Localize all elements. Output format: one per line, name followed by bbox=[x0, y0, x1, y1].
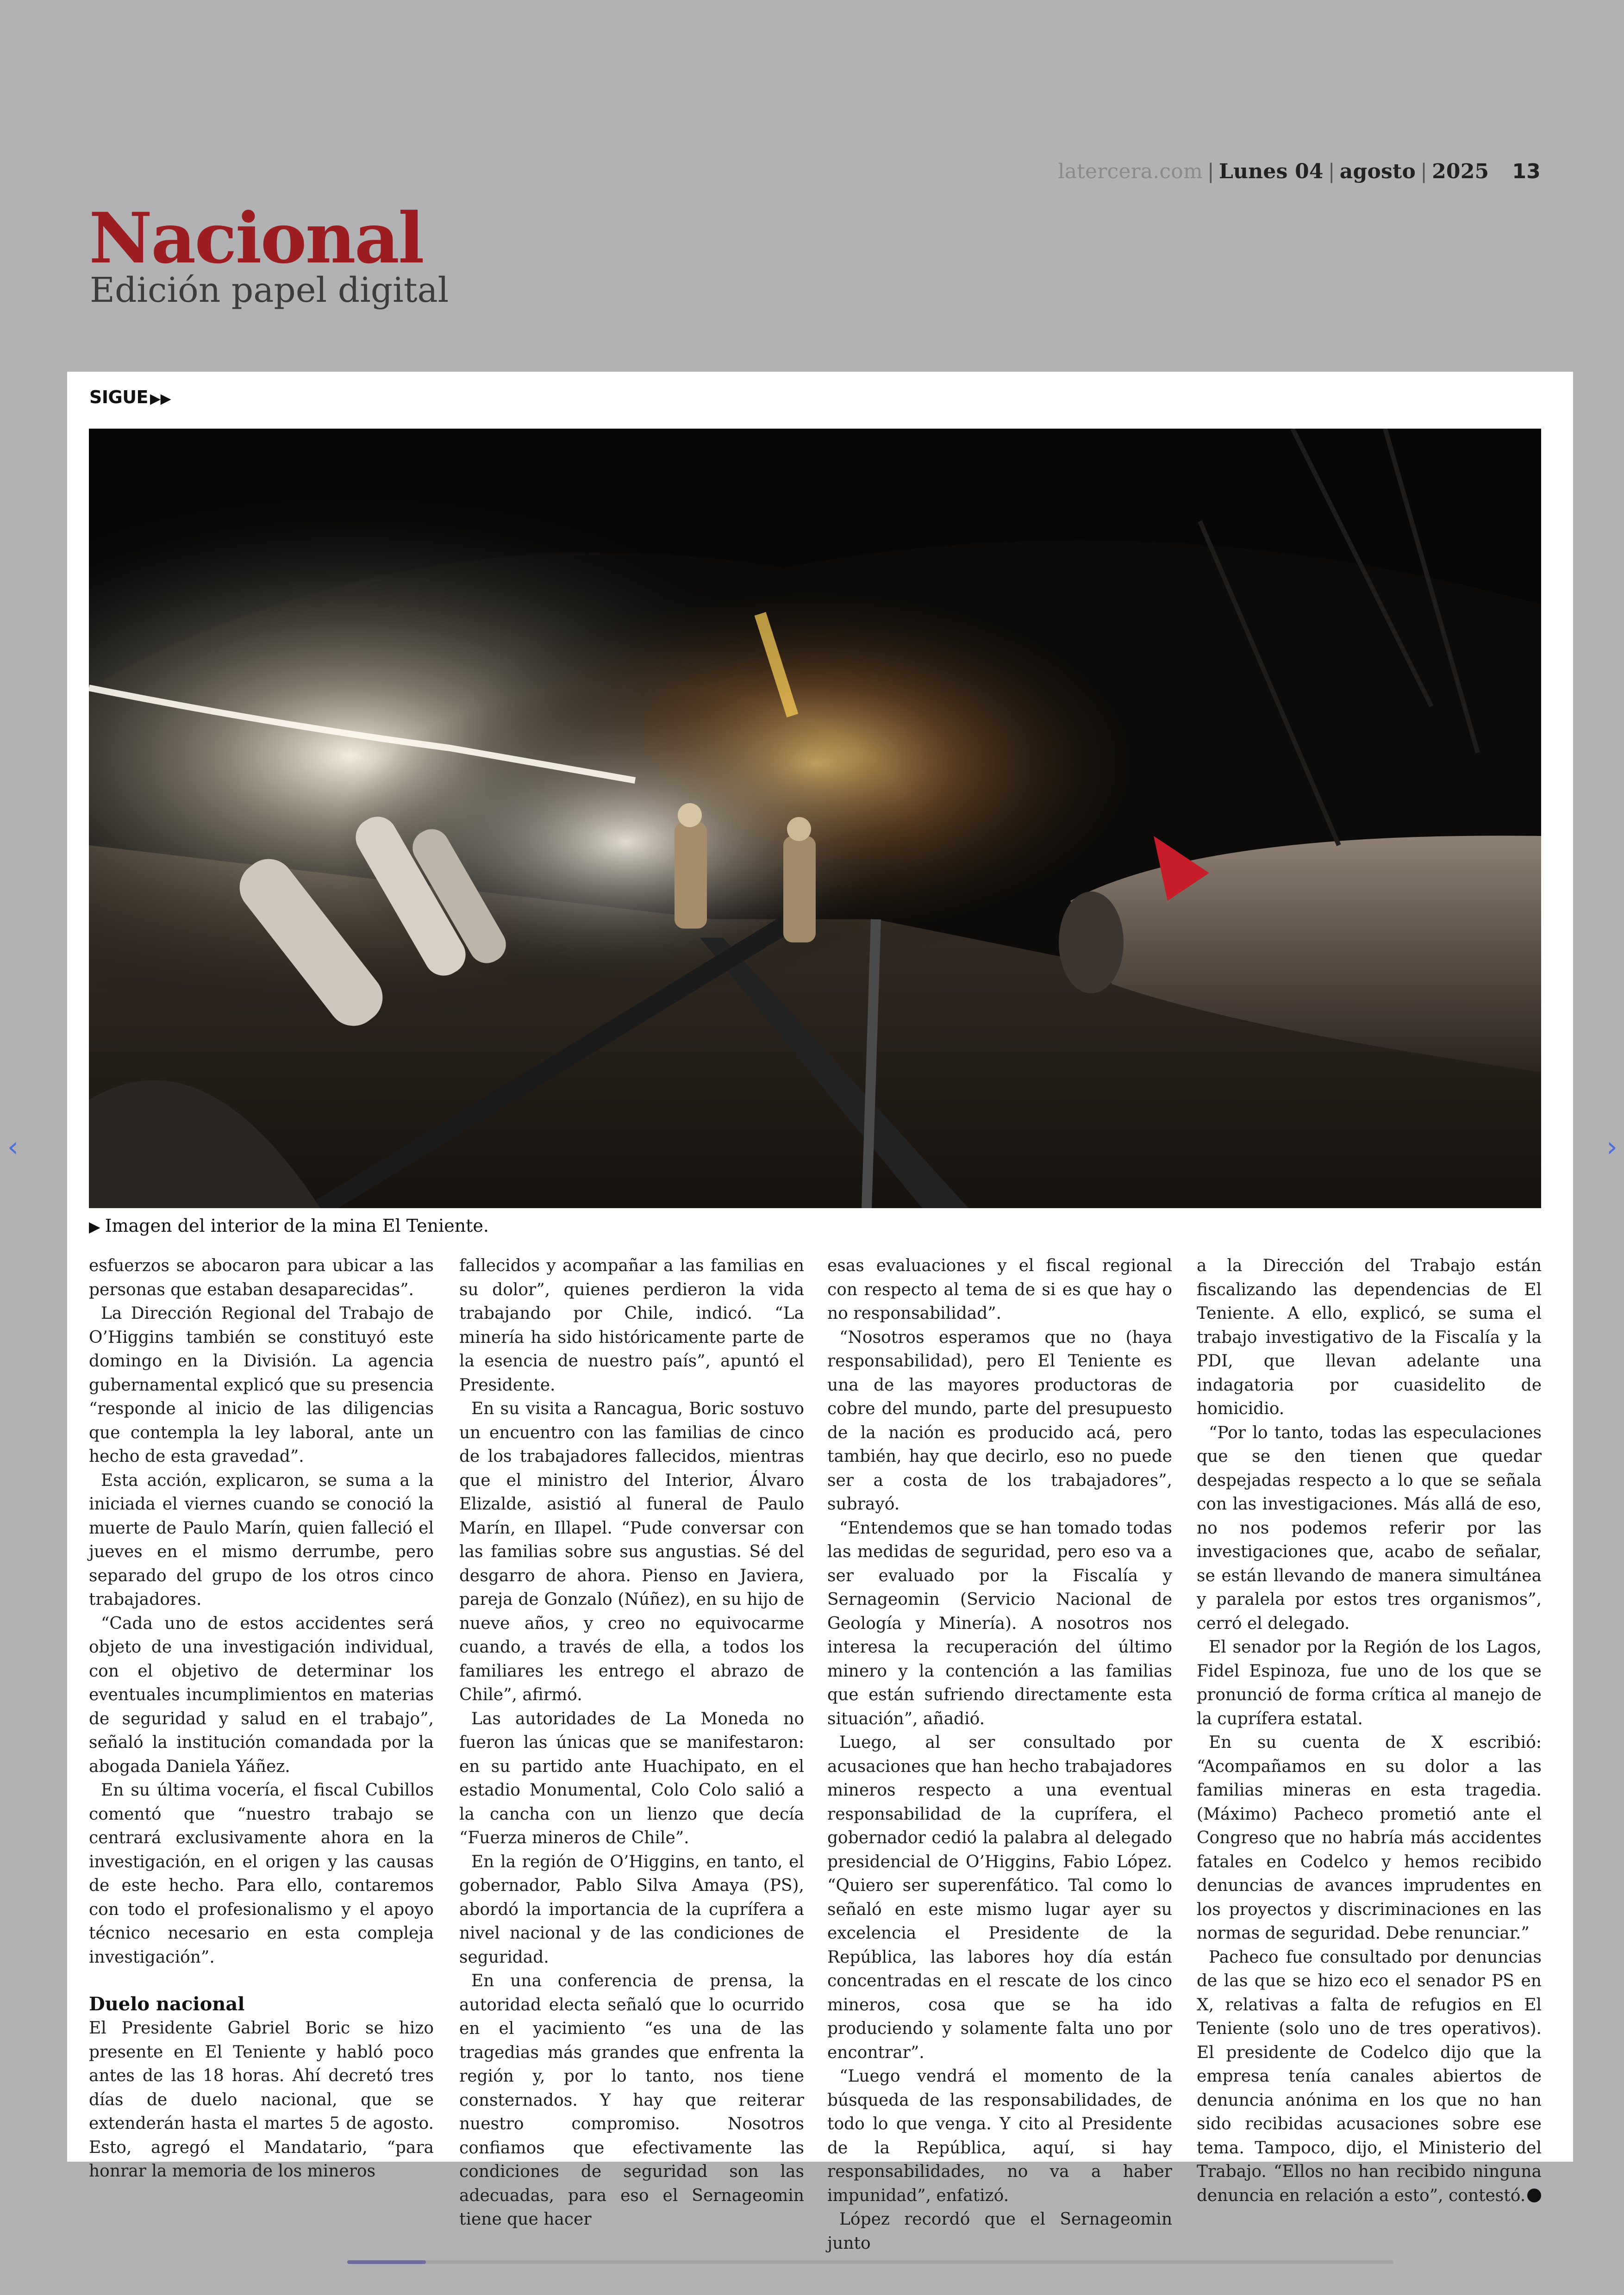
photo-caption bbox=[89, 1216, 489, 1236]
caption-marker-icon: ▶ bbox=[89, 1218, 100, 1235]
paragraph: Las autoridades de La Moneda no fueron las únicas que se manifestaron: en su partido ante Huachipato, en el estadio Monumental, Colo Colo salió a la cancha con un lienzo que decía “Fuerza mineros de Chile”. bbox=[459, 1709, 804, 1847]
paragraph: En una conferencia de prensa, la autoridad electa señaló que lo ocurrido en el yacimiento “es una de las tragedias más grandes que enfrenta la región y, por lo tanto, nos tiene consternados. Y hay que reiterar nuestro compromiso. Nosotros confiamos que efectivamente las condiciones de seguridad son las adecuadas, para eso el Sernageomin tiene que hacer bbox=[459, 1971, 804, 2229]
date-day: Lunes 04 bbox=[1218, 160, 1324, 183]
paragraph: esas evaluaciones y el fiscal regional con respecto al tema de si es que hay o no responsabilidad”. bbox=[827, 1256, 1172, 1323]
reading-progress-bar[interactable] bbox=[347, 2260, 1393, 2264]
paragraph: El Presidente Gabriel Boric se hizo presente en El Teniente y habló poco antes de las 18 horas. Ahí decretó tres días de duelo nacional, que se extenderán hasta el martes 5 de agosto. Esto, agregó el Mandatario, “para honrar la memoria de los mineros bbox=[89, 2019, 434, 2181]
section-title: Nacional bbox=[89, 198, 423, 279]
date-month: agosto bbox=[1339, 160, 1416, 183]
kicker bbox=[89, 387, 171, 407]
article-column-4 bbox=[1197, 1254, 1542, 2208]
article-column-1 bbox=[89, 1254, 434, 2183]
paragraph: En su visita a Rancagua, Boric sostuvo un encuentro con las familias de cinco de los trabajadores fallecidos, mientras que el ministro del Interior, Álvaro Elizalde, asistió al funeral de Paulo Marín, en Illapel. “Pude conversar con las familias sobre sus angustias. Sé del desgarro de ahora. Pienso en Javiera, pareja de Gonzalo (Núñez), en su hijo de nueve años, y creo no equivocarme cuando, a través de ella, a todos los familiares les entrego el abrazo de Chile”, afirmó. bbox=[459, 1399, 804, 1704]
end-of-article-dot-icon bbox=[1527, 2189, 1541, 2202]
article-column-3 bbox=[827, 1254, 1172, 2255]
paragraph: “Por lo tanto, todas las especulaciones que se den tienen que quedar despejadas respecto a lo que se señala con las investigaciones. Más allá de eso, no nos podemos referir por las investigaciones que, acabo de señalar, se están llevando de manera simultánea y paralela por estos tres organismos”, cerró el delegado. bbox=[1197, 1423, 1542, 1633]
paragraph: “Luego vendrá el momento de la búsqueda de las responsabilidades, de todo lo que venga. Y cito al Presidente de la República, aquí, si hay responsabilidades, no va a haber impunidad”, enfatizó. bbox=[827, 2067, 1172, 2205]
paragraph: La Dirección Regional del Trabajo de O’Higgins también se constituyó este domingo en la División. La agencia gubernamental explicó que su presencia “responde al inicio de las diligencias que contempla la ley laboral, ante un hecho de esta gravedad”. bbox=[89, 1304, 434, 1466]
page-number: 13 bbox=[1512, 160, 1541, 183]
paragraph: “Cada uno de estos accidentes será objeto de una investigación individual, con el objetivo de determinar los eventuales incumplimientos en materias de seguridad y salud en el trabajo”, señaló la institución comandada por la abogada Daniela Yáñez. bbox=[89, 1614, 434, 1776]
site-name: latercera.com bbox=[1058, 160, 1203, 183]
paragraph: En su última vocería, el fiscal Cubillos comentó que “nuestro trabajo se centrará exclusivamente ahora en la investigación, en el origen y las causas de este hecho. Para ello, contaremos con todo el profesionalismo y el apoyo técnico necesario en esta compleja investigación”. bbox=[89, 1781, 434, 1967]
date-year: 2025 bbox=[1432, 160, 1489, 183]
newspaper-page bbox=[67, 372, 1573, 2253]
page-header-info: latercera.com | Lunes 04 | agosto | 2025 13 bbox=[1058, 160, 1541, 183]
paragraph: “Nosotros esperamos que no (haya responsabilidad), pero El Teniente es una de las mayores productoras de cobre del mundo, parte del presupuesto de la nación es producido acá, pero también, hay que decirlo, eso no puede ser a costa de los trabajadores”, subrayó. bbox=[827, 1328, 1172, 1514]
mine-tunnel-illustration bbox=[89, 429, 1541, 1208]
paragraph: Esta acción, explicaron, se suma a la iniciada el viernes cuando se conoció la muerte de Paulo Marín, quien falleció el jueves en el mismo derrumbe, pero separado del grupo de los otros cinco trabajadores. bbox=[89, 1471, 434, 1609]
paragraph: López recordó que el Sernageomin junto bbox=[827, 2210, 1172, 2253]
paragraph: En su cuenta de X escribió: “Acompañamos en su dolor a las familias mineras en esta tragedia. (Máximo) Pacheco prometió ante el Congreso que no habría más accidentes fatales en Codelco y hemos recibido denuncias de avances imprudentes en los proyectos y discriminaciones en las normas de seguridad. Debe renunciar.” bbox=[1197, 1733, 1542, 1943]
paragraph: a la Dirección del Trabajo están fiscalizando las dependencias de El Teniente. A ello, explicó, se suma el trabajo investigativo de la Fiscalía y la PDI, que llevan adelante una indagatoria por cuasidelito de homicidio. bbox=[1197, 1256, 1542, 1418]
chevron-right-icon[interactable]: › bbox=[1606, 1131, 1618, 1163]
paragraph: esfuerzos se abocaron para ubicar a las personas que estaban desaparecidas”. bbox=[89, 1256, 434, 1299]
caption-text: Imagen del interior de la mina El Teniente. bbox=[105, 1216, 489, 1236]
paragraph: En la región de O’Higgins, en tanto, el gobernador, Pablo Silva Amaya (PS), abordó la importancia de la cuprífera a nivel nacional y de las condiciones de seguridad. bbox=[459, 1852, 804, 1967]
paragraph: Luego, al ser consultado por acusaciones que han hecho trabajadores mineros respecto a una eventual responsabilidad de la cuprífera, el gobernador cedió la palabra al delegado presidencial de O’Higgins, Fabio López. “Quiero ser superenfático. Tal como lo señaló en este mismo lugar ayer su excelencia el Presidente de la República, las labores hoy día están concentradas en el rescate de los cinco mineros, cosa que se ha ido produciendo y solamente falta uno por encontrar”. bbox=[827, 1733, 1172, 2062]
last-paragraph bbox=[1197, 1946, 1542, 2208]
reading-progress-fill bbox=[347, 2260, 426, 2264]
kicker-arrows-icon: ▶▶ bbox=[150, 391, 171, 407]
paragraph: El senador por la Región de los Lagos, Fidel Espinoza, fue uno de los que se pronunció de forma crítica al manejo de la cuprífera estatal. bbox=[1197, 1638, 1542, 1728]
article-column-2 bbox=[459, 1254, 804, 2232]
paragraph: fallecidos y acompañar a las familias en su dolor”, quienes perdieron la vida trabajando por Chile, indicó. “La minería ha sido históricamente parte de la esencia de nuestro país”, apuntó el Presidente. bbox=[459, 1256, 804, 1395]
mine-tunnel-photo bbox=[89, 429, 1541, 1208]
kicker-label: SIGUE bbox=[89, 387, 149, 407]
subhead: Duelo nacional bbox=[89, 1993, 245, 2015]
last-paragraph-text: Pacheco fue consultado por denuncias de las que se hizo eco el senador PS en X, relativas a falta de refugios en El Teniente (solo uno de tres operativos). El presidente de Codelco dijo que la empresa tenía canales abiertos de denuncia anónima en los que no han sido recibidas acusaciones sobre ese tema. Tampoco, dijo, el Ministerio del Trabajo. “Ellos no han recibido ninguna denuncia en relación a esto”, contestó. bbox=[1197, 1947, 1542, 2205]
paragraph: “Entendemos que se han tomado todas las medidas de seguridad, pero eso va a ser evaluado por la Fiscalía y Sernageomin (Servicio Nacional de Geología y Minería). A nosotros nos interesa la recuperación del último minero y la contención a las familias que están sufriendo directamente esta situación”, añadió. bbox=[827, 1518, 1172, 1728]
chevron-left-icon[interactable]: ‹ bbox=[7, 1131, 19, 1163]
section-subtitle: Edición papel digital bbox=[90, 270, 449, 310]
